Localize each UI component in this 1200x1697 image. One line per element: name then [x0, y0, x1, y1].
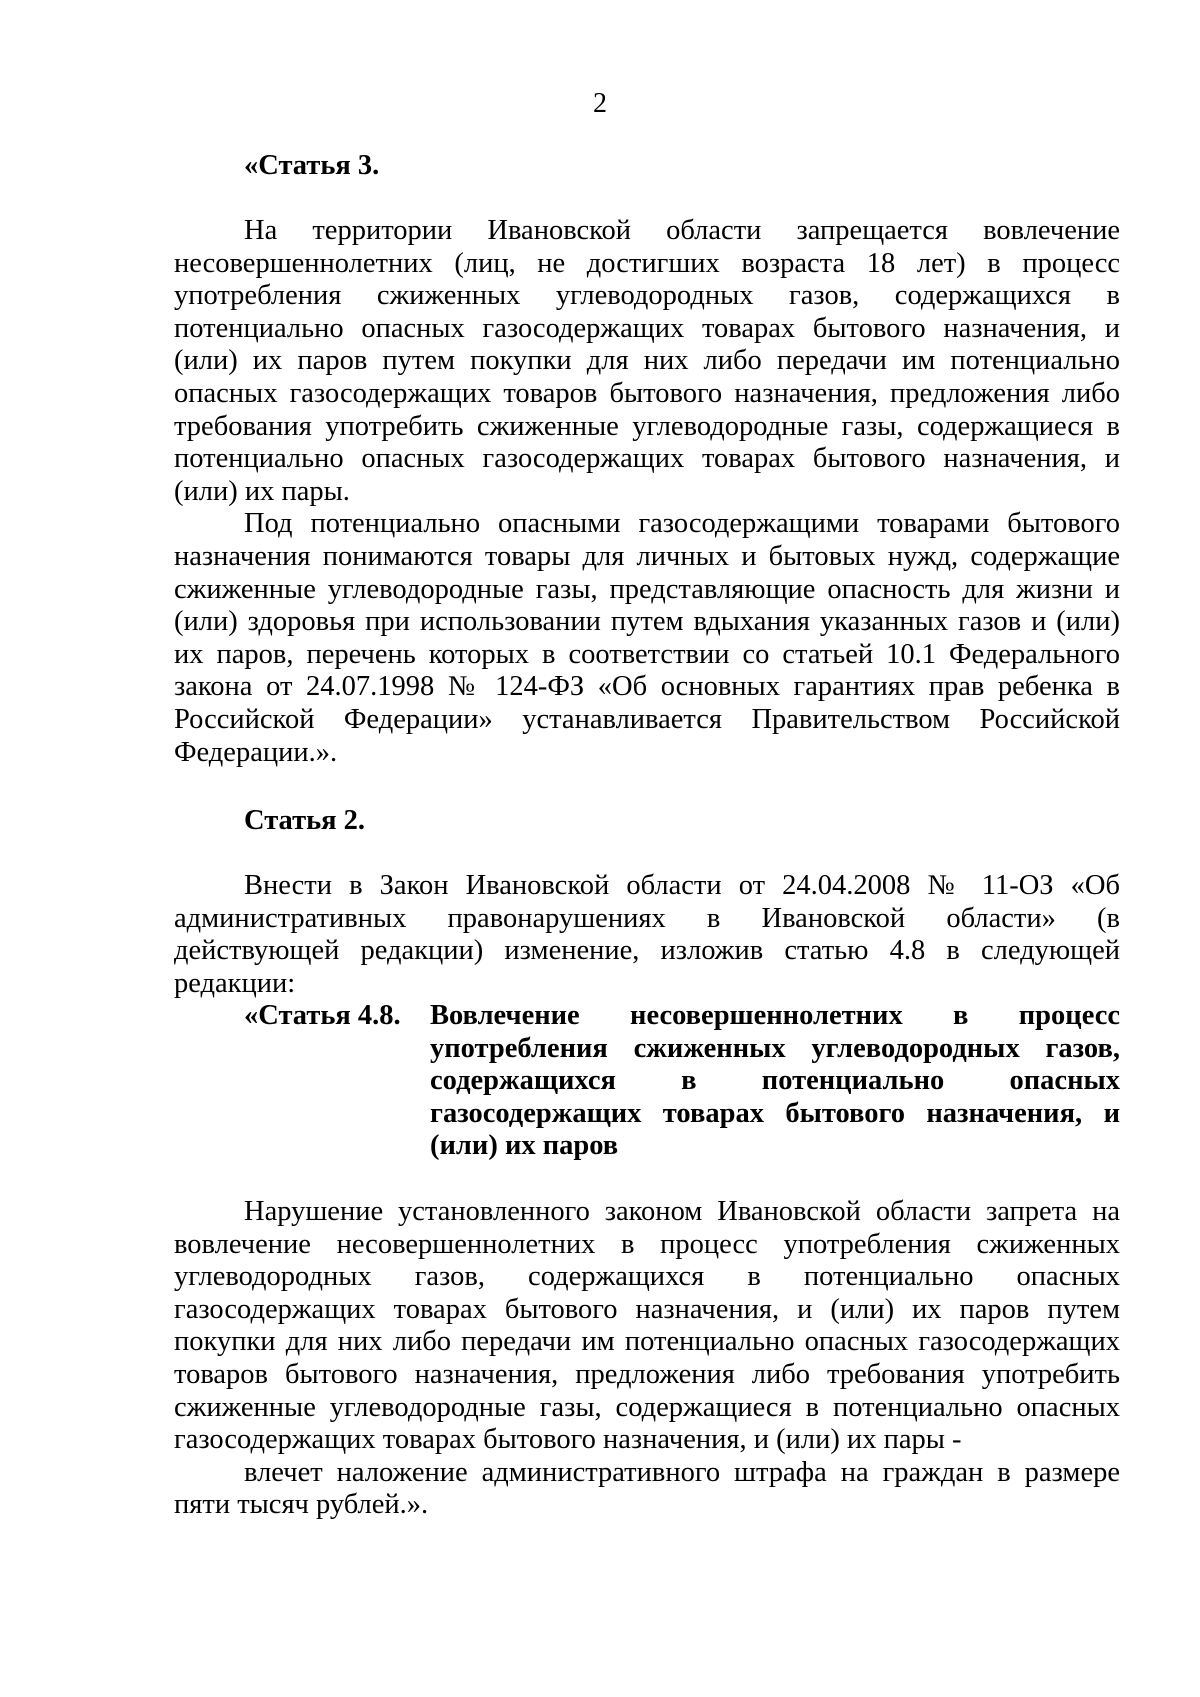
article-3-paragraph-2: Под потенциально опасными газосодержащими товарами бытового назначения понимаются товары для личных и бытовых нужд, содержащие сжиженные углеводородные газы, представляющие опасность для жизни и (или) здоровья при использовании путем вдыхания указанных газов и (или) их паров, перечень которых в соответствии со статьей 10.1 Федерального закона от 24.07.1998 № 124-ФЗ «Об основных гарантиях прав ребенка в Российской Федерации» устанавливается Правительством Российской Федерации.».: [174, 508, 1120, 768]
article-4-8-paragraph-2: влечет наложение административного штрафа на граждан в размере пяти тысяч рублей.».: [174, 1456, 1120, 1521]
article-4-8-body: [174, 1196, 1120, 1522]
article-2-paragraph: Внести в Закон Ивановской области от 24.04.2008 № 11-ОЗ «Об административных правонарушениях в Ивановской области» (в действующей редакции) изменение, изложив статью 4.8 в следующей редакции:: [174, 870, 1120, 999]
article-3-body: [174, 215, 1120, 769]
section-heading-article-2: Статья 2.: [244, 805, 366, 836]
article-4-8-number: «Статья 4.8.: [244, 1000, 401, 1031]
article-3-paragraph-1: На территории Ивановской области запрещается вовлечение несовершеннолетних (лиц, не достигших возраста 18 лет) в процесс употребления сжиженных углеводородных газов, содержащихся в потенциально опасных газосодержащих товарах бытового назначения, и (или) их паров путем покупки для них либо передачи им потенциально опасных газосодержащих товаров бытового назначения, предложения либо требования употребить сжиженные углеводородные газы, содержащиеся в потенциально опасных газосодержащих товарах бытового назначения, и (или) их пары.: [174, 215, 1120, 507]
page-number: 2: [593, 88, 607, 119]
article-4-8-paragraph-1: Нарушение установленного законом Ивановской области запрета на вовлечение несовершеннолетних в процесс употребления сжиженных углеводородных газов, содержащихся в потенциально опасных газосодержащих товарах бытового назначения, и (или) их паров путем покупки для них либо передачи им потенциально опасных газосодержащих товаров бытового назначения, предложения либо требования употребить сжиженные углеводородные газы, содержащиеся в потенциально опасных газосодержащих товарах бытового назначения, и (или) их пары -: [174, 1196, 1120, 1456]
section-heading-article-3: «Статья 3.: [244, 150, 380, 181]
article-2-body: [174, 870, 1120, 1000]
article-4-8-title: Вовлечение несовершеннолетних в процесс употребления сжиженных углеводородных газов, содержащихся в потенциально опасных газосодержащих товарах бытового назначения, и (или) их паров: [430, 1000, 1120, 1162]
